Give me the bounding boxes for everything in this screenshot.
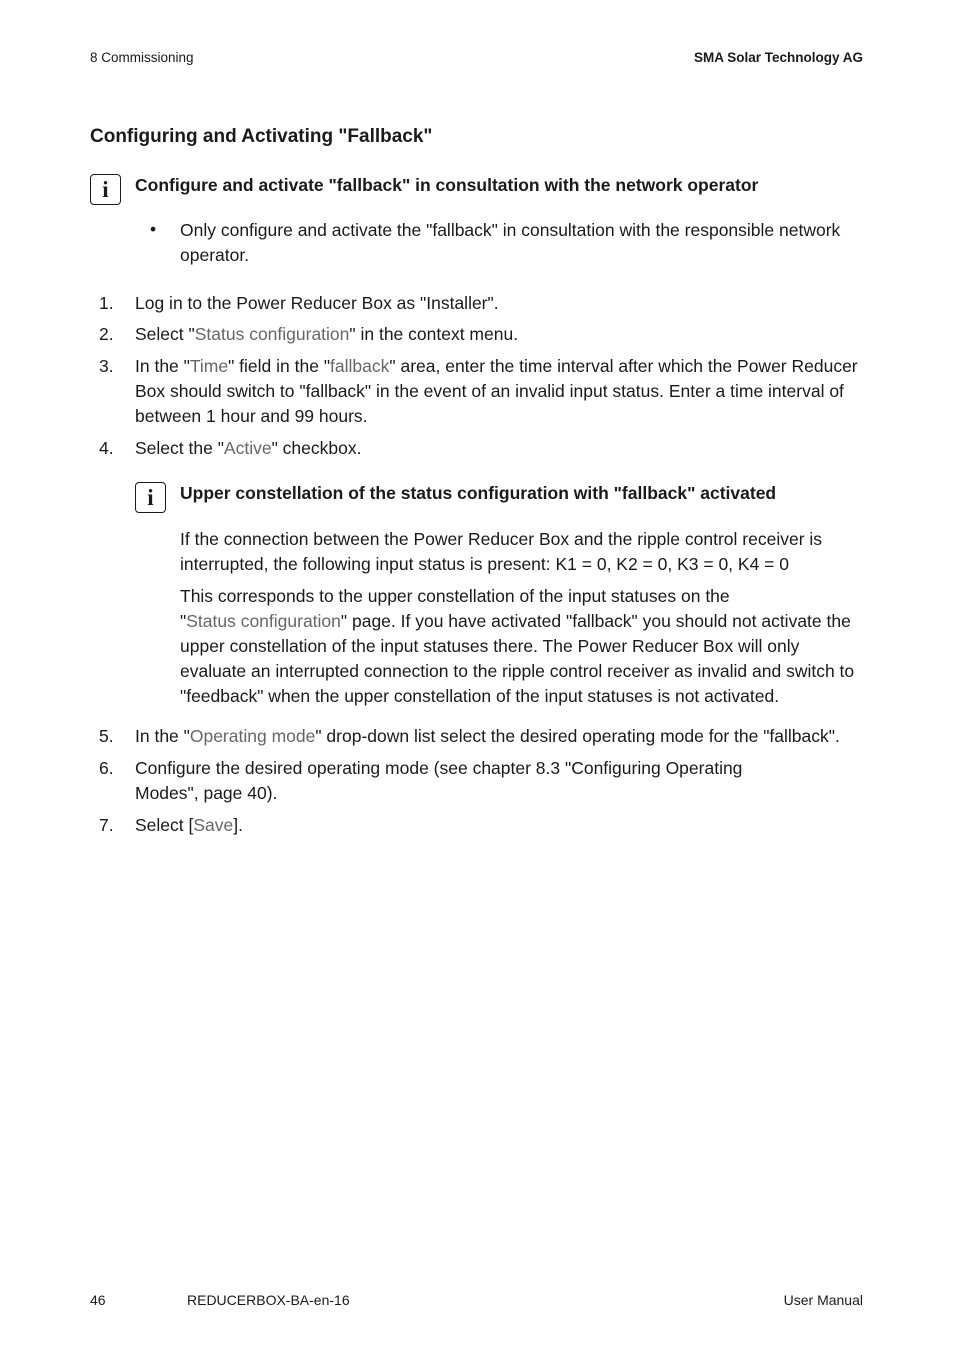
header-chapter: 8 Commissioning <box>90 50 194 65</box>
step-text: Log in to the Power Reducer Box as "Installer". <box>135 293 499 313</box>
ui-term: Save <box>193 815 234 835</box>
footer-doc-type: User Manual <box>783 1292 863 1308</box>
info-icon: i <box>90 174 121 205</box>
section-title: Configuring and Activating "Fallback" <box>90 126 433 147</box>
ui-term: Active <box>223 438 272 458</box>
footer-doc-id: REDUCERBOX-BA-en-16 <box>187 1292 350 1308</box>
step-number: 7. <box>99 815 114 835</box>
info-icon: i <box>135 482 166 513</box>
step-number: 1. <box>99 293 114 313</box>
step-number: 3. <box>99 356 114 376</box>
step-number: 4. <box>99 438 114 458</box>
step-number: 2. <box>99 324 114 344</box>
ui-term: fallback <box>330 356 390 376</box>
step-number: 5. <box>99 726 114 746</box>
ui-term: Operating mode <box>189 726 316 746</box>
step-number: 6. <box>99 758 114 778</box>
step-text: In the "Time" field in the "fallback" area, enter the time interval after which the Power Reducer Box should switch to "fallback" in the event of an invalid input status. Enter a time interval of between 1 hour and 99 hours. <box>135 356 858 426</box>
step-text: Select [Save]. <box>135 815 243 835</box>
ui-term: Status configuration <box>194 324 350 344</box>
step-text: In the "Operating mode" drop-down list select the desired operating mode for the "fallback". <box>135 726 840 746</box>
note-paragraph: If the connection between the Power Reducer Box and the ripple control receiver is interrupted, the following input status is present: K1 = 0, K2 = 0, K3 = 0, K4 = 0 <box>180 529 823 574</box>
step-text: Configure the desired operating mode (see chapter 8.3 "Configuring Operating Modes", page 40). <box>135 758 743 803</box>
note-paragraph: This corresponds to the upper constellation of the input statuses on the "Status configuration" page. If you have activated "fallback" you should not activate the upper constellation of the input statuses there. The Power Reducer Box will only evaluate an interrupted connection to the ripple control receiver as invalid and switch to "feedback" when the upper constellation of the input statuses is not activated. <box>180 586 855 706</box>
note-bullet-text: Only configure and activate the "fallback" in consultation with the responsible network operator. <box>180 220 841 265</box>
step-text: Select "Status configuration" in the context menu. <box>135 324 519 344</box>
header-company: SMA Solar Technology AG <box>693 50 863 65</box>
bullet-dot: • <box>150 219 157 239</box>
ui-term: Time <box>189 356 229 376</box>
note-title: Upper constellation of the status configuration with "fallback" activated <box>180 483 777 503</box>
step-text: Select the "Active" checkbox. <box>135 438 362 458</box>
ui-term: Status configuration <box>186 611 341 631</box>
note-title: Configure and activate "fallback" in consultation with the network operator <box>135 175 759 195</box>
footer-page-number: 46 <box>90 1292 106 1308</box>
